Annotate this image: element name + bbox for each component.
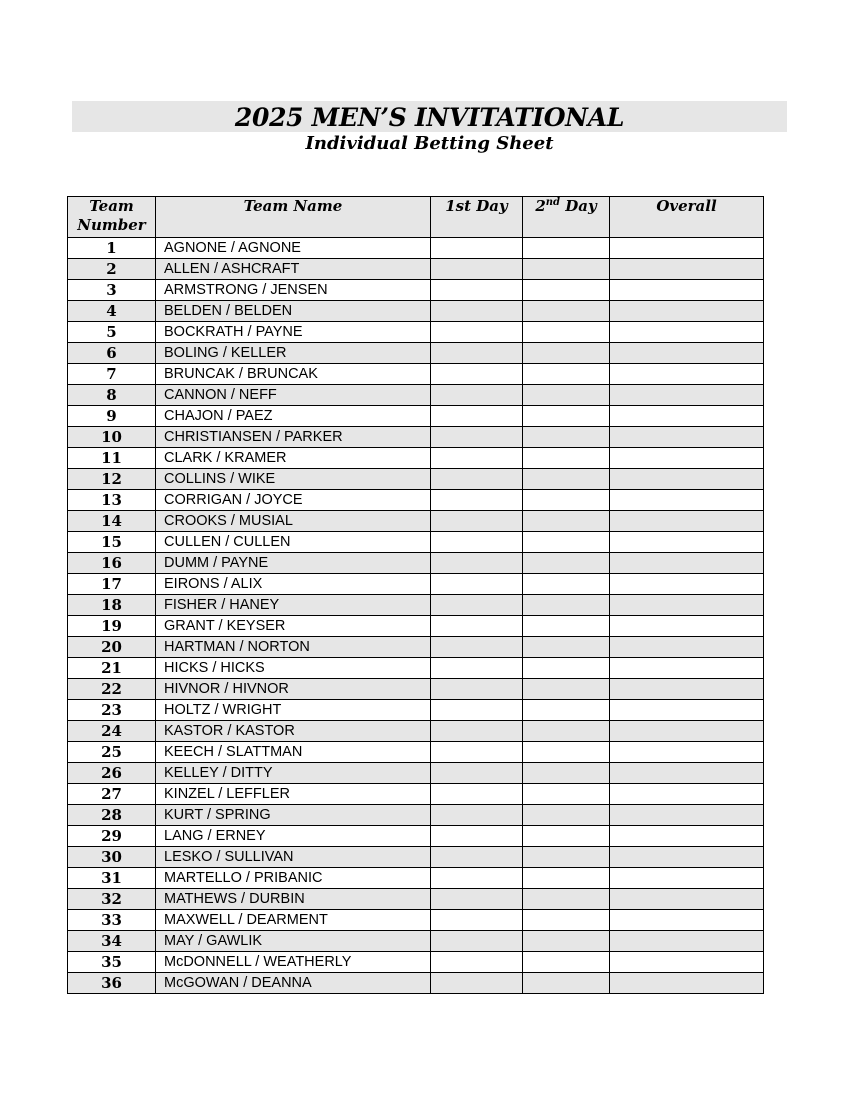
second-day-entry-cell[interactable]	[523, 427, 610, 448]
table-row	[68, 259, 764, 280]
overall-entry-cell[interactable]	[610, 532, 764, 553]
first-day-entry-cell[interactable]	[431, 511, 523, 532]
team-name-cell: LESKO / SULLIVAN	[156, 847, 431, 868]
header-second-day: 2nd Day	[523, 197, 610, 238]
overall-entry-cell[interactable]	[610, 280, 764, 301]
team-number-cell: 13	[68, 490, 156, 511]
team-name-cell: MARTELLO / PRIBANIC	[156, 868, 431, 889]
table-row	[68, 364, 764, 385]
page-title: 2025 MEN’S INVITATIONAL	[234, 103, 625, 132]
table-header-row	[68, 197, 764, 238]
second-day-entry-cell[interactable]	[523, 301, 610, 322]
overall-entry-cell[interactable]	[610, 385, 764, 406]
overall-entry-cell[interactable]	[610, 847, 764, 868]
second-day-entry-cell[interactable]	[523, 931, 610, 952]
team-number-cell: 16	[68, 553, 156, 574]
table-row	[68, 406, 764, 427]
page-subtitle: Individual Betting Sheet	[305, 133, 554, 154]
team-number-cell: 23	[68, 700, 156, 721]
team-name-cell: HICKS / HICKS	[156, 658, 431, 679]
overall-entry-cell[interactable]	[610, 721, 764, 742]
team-name-cell: GRANT / KEYSER	[156, 616, 431, 637]
first-day-entry-cell[interactable]	[431, 616, 523, 637]
team-number-cell: 17	[68, 574, 156, 595]
overall-entry-cell[interactable]	[610, 238, 764, 259]
team-number-cell: 7	[68, 364, 156, 385]
team-number-cell: 19	[68, 616, 156, 637]
first-day-entry-cell[interactable]	[431, 973, 523, 994]
second-day-entry-cell[interactable]	[523, 364, 610, 385]
overall-entry-cell[interactable]	[610, 805, 764, 826]
first-day-entry-cell[interactable]	[431, 280, 523, 301]
team-number-cell: 32	[68, 889, 156, 910]
team-name-cell: CANNON / NEFF	[156, 385, 431, 406]
team-number-cell: 31	[68, 868, 156, 889]
second-day-entry-cell[interactable]	[523, 910, 610, 931]
table-row	[68, 574, 764, 595]
overall-entry-cell[interactable]	[610, 658, 764, 679]
second-day-entry-cell[interactable]	[523, 826, 610, 847]
second-day-entry-cell[interactable]	[523, 763, 610, 784]
first-day-entry-cell[interactable]	[431, 343, 523, 364]
team-number-cell: 18	[68, 595, 156, 616]
first-day-entry-cell[interactable]	[431, 406, 523, 427]
first-day-entry-cell[interactable]	[431, 448, 523, 469]
team-number-cell: 10	[68, 427, 156, 448]
overall-entry-cell[interactable]	[610, 448, 764, 469]
first-day-entry-cell[interactable]	[431, 469, 523, 490]
team-name-cell: CROOKS / MUSIAL	[156, 511, 431, 532]
second-day-entry-cell[interactable]	[523, 343, 610, 364]
second-day-entry-cell[interactable]	[523, 259, 610, 280]
table-row	[68, 826, 764, 847]
first-day-entry-cell[interactable]	[431, 931, 523, 952]
team-number-cell: 27	[68, 784, 156, 805]
team-number-cell: 28	[68, 805, 156, 826]
overall-entry-cell[interactable]	[610, 616, 764, 637]
table-row	[68, 238, 764, 259]
first-day-entry-cell[interactable]	[431, 532, 523, 553]
overall-entry-cell[interactable]	[610, 952, 764, 973]
team-name-cell: BOLING / KELLER	[156, 343, 431, 364]
betting-table	[67, 196, 764, 994]
team-name-cell: ALLEN / ASHCRAFT	[156, 259, 431, 280]
table-row	[68, 427, 764, 448]
table-row	[68, 637, 764, 658]
table-row	[68, 931, 764, 952]
team-name-cell: KASTOR / KASTOR	[156, 721, 431, 742]
team-number-cell: 9	[68, 406, 156, 427]
first-day-entry-cell[interactable]	[431, 700, 523, 721]
team-name-cell: FISHER / HANEY	[156, 595, 431, 616]
table-row	[68, 700, 764, 721]
first-day-entry-cell[interactable]	[431, 427, 523, 448]
overall-entry-cell[interactable]	[610, 742, 764, 763]
second-day-entry-cell[interactable]	[523, 700, 610, 721]
team-number-cell: 4	[68, 301, 156, 322]
overall-entry-cell[interactable]	[610, 343, 764, 364]
overall-entry-cell[interactable]	[610, 406, 764, 427]
second-day-entry-cell[interactable]	[523, 847, 610, 868]
second-day-entry-cell[interactable]	[523, 658, 610, 679]
team-name-cell: BOCKRATH / PAYNE	[156, 322, 431, 343]
first-day-entry-cell[interactable]	[431, 784, 523, 805]
first-day-entry-cell[interactable]	[431, 805, 523, 826]
team-name-cell: ARMSTRONG / JENSEN	[156, 280, 431, 301]
table-row	[68, 595, 764, 616]
overall-entry-cell[interactable]	[610, 595, 764, 616]
overall-entry-cell[interactable]	[610, 301, 764, 322]
team-name-cell: McDONNELL / WEATHERLY	[156, 952, 431, 973]
team-name-cell: COLLINS / WIKE	[156, 469, 431, 490]
header-team-name: Team Name	[156, 197, 431, 238]
second-day-entry-cell[interactable]	[523, 721, 610, 742]
team-number-cell: 22	[68, 679, 156, 700]
second-day-entry-cell[interactable]	[523, 595, 610, 616]
table-row	[68, 868, 764, 889]
overall-entry-cell[interactable]	[610, 490, 764, 511]
second-day-entry-cell[interactable]	[523, 868, 610, 889]
table-row	[68, 784, 764, 805]
first-day-entry-cell[interactable]	[431, 301, 523, 322]
first-day-entry-cell[interactable]	[431, 910, 523, 931]
second-day-entry-cell[interactable]	[523, 406, 610, 427]
first-day-entry-cell[interactable]	[431, 763, 523, 784]
header-team-number: Team Number	[68, 197, 156, 238]
table-row	[68, 343, 764, 364]
team-number-cell: 34	[68, 931, 156, 952]
first-day-entry-cell[interactable]	[431, 679, 523, 700]
table-row	[68, 616, 764, 637]
second-day-entry-cell[interactable]	[523, 511, 610, 532]
table-row	[68, 952, 764, 973]
team-number-cell: 1	[68, 238, 156, 259]
first-day-entry-cell[interactable]	[431, 826, 523, 847]
first-day-entry-cell[interactable]	[431, 721, 523, 742]
first-day-entry-cell[interactable]	[431, 868, 523, 889]
overall-entry-cell[interactable]	[610, 973, 764, 994]
overall-entry-cell[interactable]	[610, 931, 764, 952]
team-number-cell: 25	[68, 742, 156, 763]
table-row	[68, 385, 764, 406]
table-row	[68, 658, 764, 679]
team-name-cell: CHAJON / PAEZ	[156, 406, 431, 427]
team-number-cell: 30	[68, 847, 156, 868]
first-day-entry-cell[interactable]	[431, 847, 523, 868]
first-day-entry-cell[interactable]	[431, 490, 523, 511]
overall-entry-cell[interactable]	[610, 910, 764, 931]
team-name-cell: AGNONE / AGNONE	[156, 238, 431, 259]
second-day-entry-cell[interactable]	[523, 679, 610, 700]
first-day-entry-cell[interactable]	[431, 658, 523, 679]
team-number-cell: 8	[68, 385, 156, 406]
header-first-day: 1st Day	[431, 197, 523, 238]
team-name-cell: CLARK / KRAMER	[156, 448, 431, 469]
team-number-cell: 20	[68, 637, 156, 658]
table-row	[68, 973, 764, 994]
first-day-entry-cell[interactable]	[431, 259, 523, 280]
team-number-cell: 33	[68, 910, 156, 931]
first-day-entry-cell[interactable]	[431, 238, 523, 259]
header-overall: Overall	[610, 197, 764, 238]
team-number-cell: 12	[68, 469, 156, 490]
overall-entry-cell[interactable]	[610, 700, 764, 721]
overall-entry-cell[interactable]	[610, 574, 764, 595]
first-day-entry-cell[interactable]	[431, 595, 523, 616]
team-name-cell: HARTMAN / NORTON	[156, 637, 431, 658]
overall-entry-cell[interactable]	[610, 637, 764, 658]
table-row	[68, 448, 764, 469]
team-number-cell: 3	[68, 280, 156, 301]
team-number-cell: 6	[68, 343, 156, 364]
team-number-cell: 14	[68, 511, 156, 532]
second-day-entry-cell[interactable]	[523, 616, 610, 637]
team-name-cell: MATHEWS / DURBIN	[156, 889, 431, 910]
second-day-entry-cell[interactable]	[523, 322, 610, 343]
team-number-cell: 29	[68, 826, 156, 847]
first-day-entry-cell[interactable]	[431, 889, 523, 910]
second-day-entry-cell[interactable]	[523, 553, 610, 574]
second-day-entry-cell[interactable]	[523, 952, 610, 973]
table-row	[68, 532, 764, 553]
first-day-entry-cell[interactable]	[431, 364, 523, 385]
team-name-cell: KINZEL / LEFFLER	[156, 784, 431, 805]
first-day-entry-cell[interactable]	[431, 952, 523, 973]
team-number-cell: 5	[68, 322, 156, 343]
table-row	[68, 322, 764, 343]
first-day-entry-cell[interactable]	[431, 637, 523, 658]
team-name-cell: HOLTZ / WRIGHT	[156, 700, 431, 721]
overall-entry-cell[interactable]	[610, 427, 764, 448]
table-row	[68, 679, 764, 700]
team-name-cell: EIRONS / ALIX	[156, 574, 431, 595]
second-day-entry-cell[interactable]	[523, 385, 610, 406]
overall-entry-cell[interactable]	[610, 784, 764, 805]
second-day-entry-cell[interactable]	[523, 532, 610, 553]
table-row	[68, 280, 764, 301]
team-name-cell: CHRISTIANSEN / PARKER	[156, 427, 431, 448]
team-name-cell: KURT / SPRING	[156, 805, 431, 826]
table-row	[68, 469, 764, 490]
second-day-entry-cell[interactable]	[523, 784, 610, 805]
second-day-entry-cell[interactable]	[523, 238, 610, 259]
second-day-entry-cell[interactable]	[523, 448, 610, 469]
team-name-cell: CORRIGAN / JOYCE	[156, 490, 431, 511]
second-day-entry-cell[interactable]	[523, 637, 610, 658]
table-row	[68, 301, 764, 322]
second-day-entry-cell[interactable]	[523, 742, 610, 763]
second-day-entry-cell[interactable]	[523, 889, 610, 910]
overall-entry-cell[interactable]	[610, 679, 764, 700]
second-day-entry-cell[interactable]	[523, 280, 610, 301]
team-number-cell: 35	[68, 952, 156, 973]
team-name-cell: LANG / ERNEY	[156, 826, 431, 847]
first-day-entry-cell[interactable]	[431, 322, 523, 343]
overall-entry-cell[interactable]	[610, 364, 764, 385]
table-row	[68, 742, 764, 763]
overall-entry-cell[interactable]	[610, 763, 764, 784]
team-name-cell: HIVNOR / HIVNOR	[156, 679, 431, 700]
second-day-entry-cell[interactable]	[523, 490, 610, 511]
team-name-cell: KELLEY / DITTY	[156, 763, 431, 784]
team-number-cell: 15	[68, 532, 156, 553]
table-row	[68, 721, 764, 742]
table-row	[68, 553, 764, 574]
first-day-entry-cell[interactable]	[431, 574, 523, 595]
first-day-entry-cell[interactable]	[431, 553, 523, 574]
team-name-cell: BRUNCAK / BRUNCAK	[156, 364, 431, 385]
overall-entry-cell[interactable]	[610, 259, 764, 280]
table-row	[68, 847, 764, 868]
team-name-cell: MAXWELL / DEARMENT	[156, 910, 431, 931]
second-day-entry-cell[interactable]	[523, 805, 610, 826]
team-name-cell: MAY / GAWLIK	[156, 931, 431, 952]
table-row	[68, 910, 764, 931]
team-number-cell: 2	[68, 259, 156, 280]
table-row	[68, 763, 764, 784]
team-number-cell: 24	[68, 721, 156, 742]
overall-entry-cell[interactable]	[610, 511, 764, 532]
overall-entry-cell[interactable]	[610, 322, 764, 343]
table-row	[68, 805, 764, 826]
team-number-cell: 36	[68, 973, 156, 994]
overall-entry-cell[interactable]	[610, 469, 764, 490]
team-name-cell: CULLEN / CULLEN	[156, 532, 431, 553]
team-name-cell: BELDEN / BELDEN	[156, 301, 431, 322]
first-day-entry-cell[interactable]	[431, 385, 523, 406]
overall-entry-cell[interactable]	[610, 868, 764, 889]
second-day-entry-cell[interactable]	[523, 574, 610, 595]
overall-entry-cell[interactable]	[610, 553, 764, 574]
second-day-entry-cell[interactable]	[523, 973, 610, 994]
team-number-cell: 11	[68, 448, 156, 469]
table-row	[68, 889, 764, 910]
overall-entry-cell[interactable]	[610, 889, 764, 910]
overall-entry-cell[interactable]	[610, 826, 764, 847]
team-number-cell: 26	[68, 763, 156, 784]
first-day-entry-cell[interactable]	[431, 742, 523, 763]
table-row	[68, 511, 764, 532]
second-day-entry-cell[interactable]	[523, 469, 610, 490]
team-name-cell: KEECH / SLATTMAN	[156, 742, 431, 763]
team-name-cell: McGOWAN / DEANNA	[156, 973, 431, 994]
table-row	[68, 490, 764, 511]
team-name-cell: DUMM / PAYNE	[156, 553, 431, 574]
team-number-cell: 21	[68, 658, 156, 679]
